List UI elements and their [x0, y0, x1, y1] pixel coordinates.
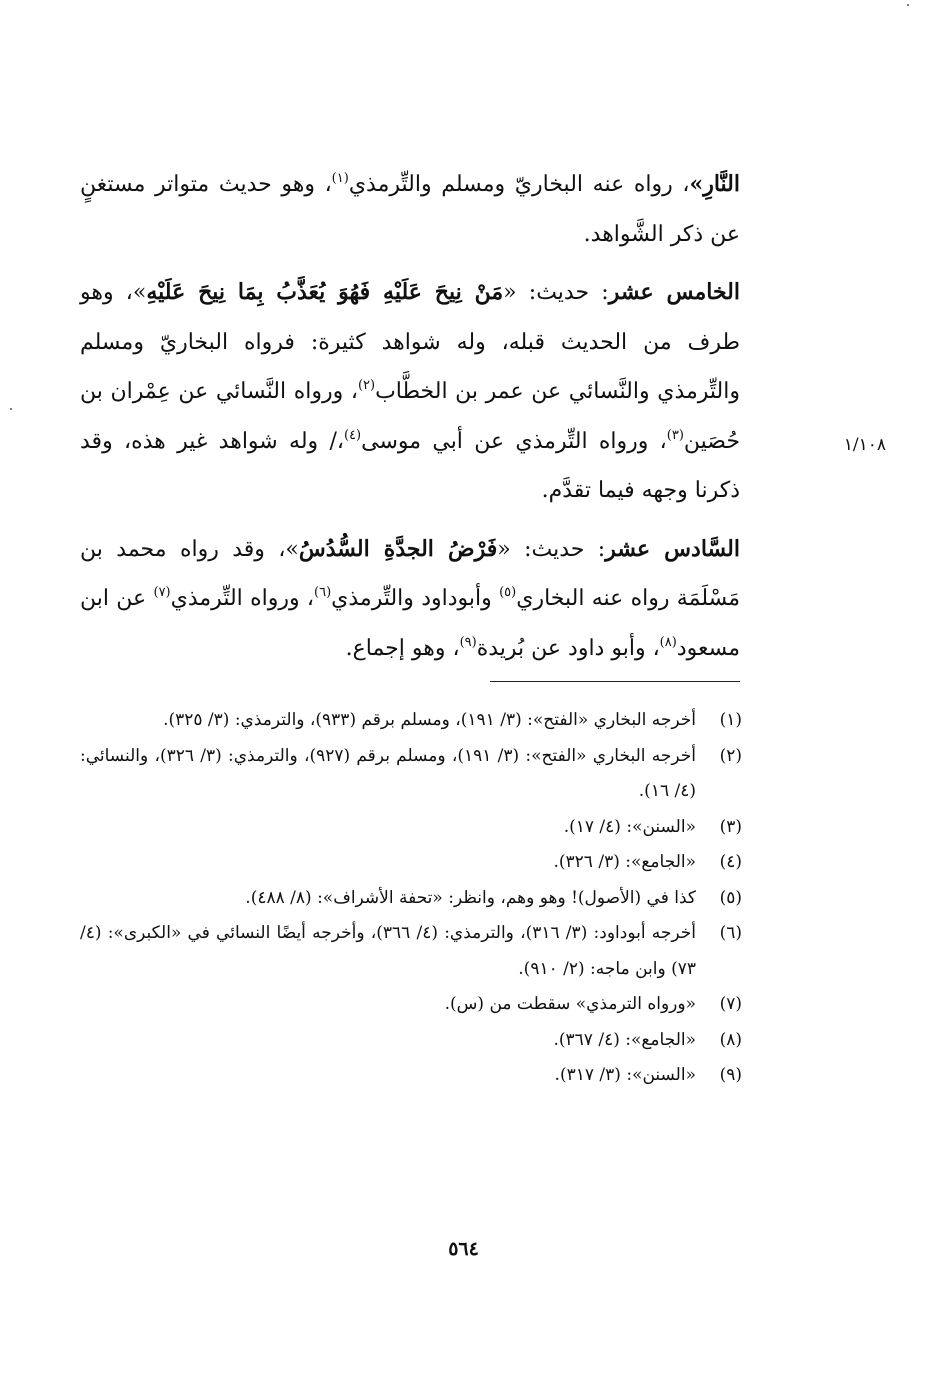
- footnote-item: [80, 916, 742, 987]
- scan-speck: [907, 4, 909, 6]
- footnote-ref-5[interactable]: (٥): [499, 585, 517, 600]
- footnote-item: [80, 703, 742, 739]
- footnote-number: (٧): [719, 994, 742, 1014]
- footnote-item: [80, 810, 742, 846]
- para-3-text: ، ورواه التِّرمذي: [170, 586, 314, 611]
- footnotes-section: [80, 703, 742, 1094]
- footnote-number: (٩): [719, 1065, 742, 1085]
- footnote-text: «الجامع»: (٤/ ٣٦٧).: [553, 1029, 696, 1050]
- paragraph-naar: [80, 160, 740, 259]
- para-3-text: وأبوداود والتِّرمذي: [331, 586, 500, 611]
- footnote-item: [80, 987, 742, 1023]
- footnote-text: أخرجه البخاري «الفتح»: (٣/ ١٩١)، ومسلم برقم (٩٢٧)، والترمذي: (٣/ ٣٢٦)، والنسائي: (٤/ ١٦).: [80, 745, 696, 801]
- footnote-number: (٣): [719, 816, 742, 837]
- footnote-number: (٦): [719, 923, 742, 943]
- footnote-number: (٥): [719, 887, 742, 908]
- footnote-number: (٢): [719, 745, 742, 766]
- para-2-lead: الخامس عشر: [608, 279, 740, 305]
- hadith-quote: مَنْ نِيحَ عَلَيْهِ فَهُوَ يُعَذَّبُ بِمَا نِيحَ عَلَيْهِ: [146, 279, 504, 305]
- para-2-text: »، وهو طرف من الحديث قبله، وله شواهد كثيرة: فرواه البخاريّ ومسلم والتِّرمذي والنَّسائي عن عمر بن الخطَّاب: [80, 280, 740, 404]
- footnote-number: (٨): [719, 1029, 742, 1050]
- para-3-text: ، وهو إجماع.: [345, 635, 460, 661]
- scan-speck: [10, 408, 12, 410]
- footnote-number: (١): [719, 710, 742, 730]
- footnote-ref-8[interactable]: (٨): [659, 634, 677, 650]
- page-number: ٥٦٤: [448, 1238, 479, 1260]
- footnote-item: [80, 1058, 742, 1094]
- footnote-ref-4[interactable]: (٤): [343, 427, 362, 443]
- footnote-item: [80, 881, 742, 917]
- footnote-item: [80, 739, 742, 810]
- footnote-text: أخرجه البخاري «الفتح»: (٣/ ١٩١)، ومسلم برقم (٩٣٣)، والترمذي: (٣/ ٣٢٥).: [163, 710, 696, 730]
- footnote-text: «السنن»: (٤/ ١٧).: [563, 816, 696, 837]
- para-1-text: ، وهو حديث متواتر مستغنٍ عن ذكر الشَّواهد.: [80, 172, 740, 247]
- footnote-ref-7[interactable]: (٧): [153, 585, 171, 600]
- para-1-text: ، رواه عنه البخاريّ ومسلم والتِّرمذي: [348, 172, 690, 197]
- footnote-text: «ورواه الترمذي» سقطت من (س).: [444, 994, 696, 1014]
- footnote-separator: [490, 681, 740, 682]
- para-3-lead: السَّادس عشر: [605, 535, 740, 562]
- para-3-text: ، وأبو داود عن بُريدة: [476, 635, 660, 661]
- footnote-text: «الجامع»: (٣/ ٣٢٦).: [553, 852, 696, 872]
- paragraph-sixteenth: [80, 525, 740, 674]
- main-text: [80, 160, 740, 673]
- para-2-text: ، ورواه التِّرمذي عن أبي موسى: [361, 428, 667, 454]
- footnote-item: [80, 845, 742, 881]
- footnote-text: كذا في (الأصول)! وهو وهم، وانظر: «تحفة الأشراف»: (٨/ ٤٨٨).: [245, 887, 696, 908]
- footnote-text: «السنن»: (٣/ ٣١٧).: [554, 1065, 696, 1085]
- footnote-text: أخرجه أبوداود: (٣/ ٣١٦)، والترمذي: (٤/ ٣٦٦)، وأخرجه أيضًا النسائي في «الكبرى»: (٤/ ٧٣) وابن ماجه: (٢/ ٩١٠).: [80, 923, 696, 979]
- para-2-text: ، ورواه النَّسائي عن عِمْران بن حُصَين: [80, 379, 740, 454]
- footnote-ref-3[interactable]: (٣): [666, 427, 684, 443]
- para-3-text: »، وقد رواه محمد بن مَسْلَمَة رواه عنه البخاري: [80, 536, 741, 611]
- footnote-ref-6[interactable]: (٦): [314, 585, 332, 600]
- footnote-number: (٤): [719, 852, 742, 872]
- para-1-lead: النَّارِ»: [689, 171, 740, 197]
- para-2-text: : حديث: «: [503, 280, 609, 305]
- footnote-ref-9[interactable]: (٩): [459, 634, 477, 650]
- footnote-item: [80, 1023, 742, 1059]
- margin-page-reference: ١/١٠٨: [843, 435, 886, 455]
- para-3-text: عن ابن مسعود: [80, 586, 740, 661]
- hadith-quote: فَرْضُ الجدَّةِ السُّدُسُ: [298, 535, 498, 562]
- paragraph-fifteenth: [80, 268, 740, 516]
- footnote-ref-2[interactable]: (٢): [357, 378, 376, 393]
- footnote-ref-1[interactable]: (١): [331, 171, 349, 186]
- para-2-text: ،/ وله شواهد غير هذه، وقد ذكرنا وجهه فيما تقدَّم.: [80, 428, 740, 503]
- para-3-text: : حديث: «: [497, 536, 606, 562]
